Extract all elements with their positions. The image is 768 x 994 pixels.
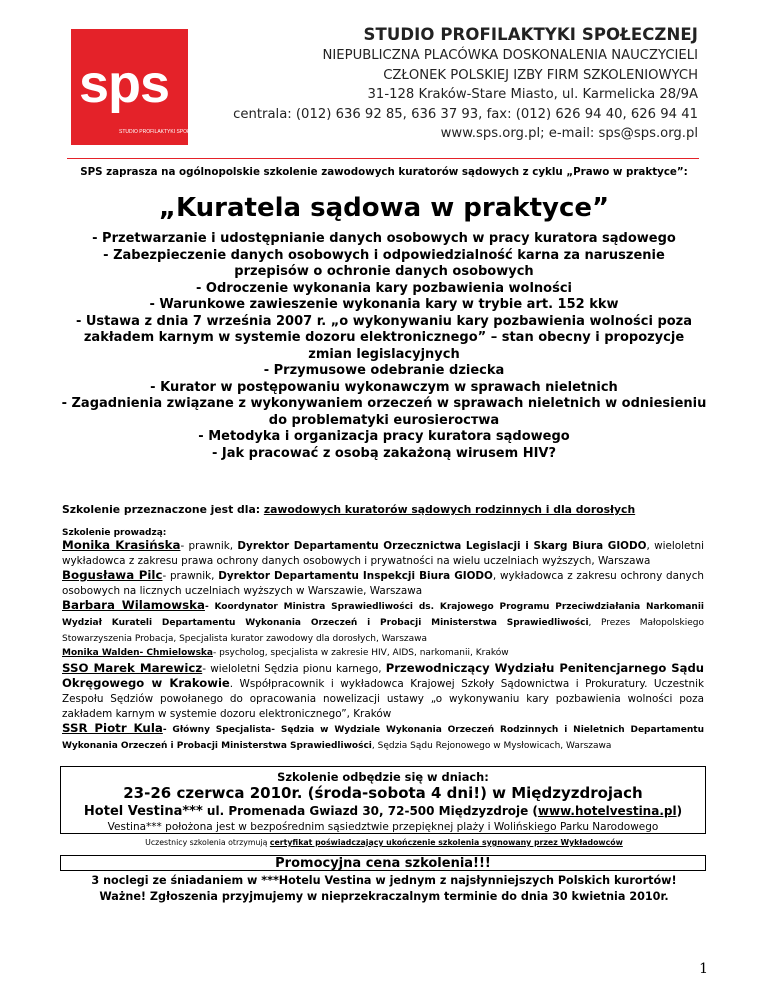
org-web: www.sps.org.pl; e-mail: sps@sps.org.pl	[440, 126, 698, 141]
lecturer-role: - Główny Specjalista- Sędzia w Wydziale Wykonania Orzeczeń Rodzinnych i Nieletnich Departamentu Wykonania Orzeczeń i Probacji Ministerstwa Sprawiedliwości	[62, 725, 704, 751]
topic-item: - Metodyka i organizacja pracy kuratora sądowego	[198, 429, 570, 444]
lecturer-text: - psycholog, specjalista w zakresie HIV, AIDS, narkomanii, Kraków	[213, 648, 509, 659]
certificate-text: Uczestnicy szkolenia otrzymują	[145, 838, 270, 847]
org-name: STUDIO PROFILAKTYKI SPOŁECZNEJ	[363, 25, 698, 44]
topic-item: - Zabezpieczenie danych osobowych i odpowiedzialność karna za naruszenie przepisów o ochronie danych osobowych	[103, 247, 665, 279]
dates-box	[60, 766, 706, 834]
audience-line	[62, 503, 704, 518]
hotel-link[interactable]: www.hotelvestina.pl	[537, 804, 677, 818]
document-title: „Kuratela sądowa w praktyce”	[158, 193, 610, 223]
lecturer	[62, 646, 704, 661]
hotel-line	[61, 803, 705, 820]
dates-heading: Szkolenie odbędzie się w dniach:	[277, 770, 489, 784]
sps-logo	[71, 29, 210, 145]
audience-value: zawodowych kuratorów sądowych rodzinnych i dla dorosłych	[263, 503, 636, 516]
certificate-highlight: certyfikat poświadczający ukończenie szkolenia sygnowany przez Wykładowców	[269, 838, 623, 847]
org-address: 31-128 Kraków-Stare Miasto, ul. Karmelicka 28/9A	[367, 87, 698, 102]
header-divider	[67, 158, 699, 159]
dates-value: 23-26 czerwca 2010r. (środa-sobota 4 dni!) w Międzyzdrojach	[123, 784, 643, 802]
audience-label: Szkolenie przeznaczone jest dla:	[62, 503, 261, 516]
topic-item: - Ustawa z dnia 7 września 2007 r. „o wykonywaniu kary pozbawienia wolności poza zakładem karnym w systemie dozoru elektronicznego” – stan obecny i propozycje zmian legislacyjnych	[75, 313, 693, 362]
lecturer	[62, 568, 704, 598]
presenters-label: Szkolenie prowadzą:	[62, 528, 167, 538]
promo-line-1: 3 noclegi ze śniadaniem w ***Hotelu Vestina w jednym z najsłynniejszych Polskich kurortów!	[91, 874, 677, 887]
promo-heading: Promocyjna cena szkolenia!!!	[275, 856, 491, 871]
lecturer-text: - wieloletni Sędzia pionu karnego,	[202, 662, 386, 675]
lecturer-name: SSO Marek Marewicz	[62, 660, 203, 675]
lecturer-name: Barbara Wilamowska	[62, 598, 205, 613]
logo-subtext: STUDIO PROFILAKTYKI SPOŁECZNEJ	[119, 129, 210, 135]
promo-heading-box	[60, 855, 706, 871]
topics-list	[0, 231, 768, 462]
hotel-name: Hotel Vestina***	[83, 804, 203, 819]
lecturer-name: Bogusława Pilc	[62, 568, 163, 583]
org-line-2: CZŁONEK POLSKIEJ IZBY FIRM SZKOLENIOWYCH	[383, 67, 698, 83]
lecturer-name: SSR Piotr Kula	[62, 721, 163, 736]
topic-item: - Jak pracować z osobą zakażoną wirusem HIV?	[211, 445, 557, 461]
logo-text: sps	[79, 54, 170, 114]
promo-details	[0, 873, 768, 905]
intro-text: SPS zaprasza na ogólnopolskie szkolenie zawodowych kuratorów sądowych z cyklu „Prawo w praktyce”:	[80, 166, 688, 178]
topic-item: - Kurator w postępowaniu wykonawczym w sprawach nieletnich	[150, 379, 618, 395]
page-number: 1	[699, 961, 708, 977]
hotel-address-end: )	[676, 804, 683, 818]
lecturer-role: Dyrektor Departamentu Inspekcji Biura GIODO	[218, 570, 493, 583]
topic-item: - Przetwarzanie i udostępnianie danych osobowych w pracy kuratora sądowego	[92, 231, 676, 246]
lecturer-text: , Prezes Małopolskiego Stowarzyszenia Probacja, Specjalista kurator zawodowy dla dorosłych, Warszawa	[62, 617, 704, 644]
org-line-1: NIEPUBLICZNA PLACÓWKA DOSKONALENIA NAUCZYCIELI	[322, 48, 698, 63]
lecturer-role: Przewodniczący Wydziału Penitencjarnego Sądu Okręgowego w Krakowie	[62, 660, 705, 691]
topic-item: - Zagadnienia związane z wykonywaniem orzeczeń w sprawach nieletnich w odniesieniu do problematyki eurosierocтwa	[61, 396, 707, 428]
lecturer-text: - prawnik,	[162, 570, 219, 583]
lecturer	[62, 661, 704, 721]
topic-item: - Przymusowe odebranie dziecka	[263, 363, 505, 378]
hotel-address: ul. Promenada Gwiazd 30, 72-500 Międzyzdroje (	[202, 804, 538, 818]
lecturer-text: . Współpracownik i wykładowca Krajowej Szkoły Sądownictwa i Prokuratury. Uczestnik Zespołu Sędziów powołanego do opracowania nowelizacji ustawy „o wykonywaniu kary pozbawienia wolności poza zakładem karnym w systemie dozoru elektronicznego”, Kraków	[62, 678, 704, 720]
topic-item: - Warunkowe zawieszenie wykonania kary w trybie art. 152 kkw	[149, 297, 619, 312]
lecturer-text: , wykładowca z zakresu ochrony danych osobowych na licznych uczelniach wyższych w Warszawie, Warszawa	[62, 570, 704, 597]
certificate-note	[0, 838, 768, 847]
lecturer-text: , wieloletni wykładowca z zakresu prawa ochrony danych osobowych i prywatności na wielu uczelniach wyższych, Warszawa	[62, 540, 704, 567]
lecturer	[62, 598, 704, 646]
lecturer-text: - prawnik,	[180, 540, 238, 552]
lecturers-list	[62, 538, 704, 753]
lecturer-text: , Sędzia Sądu Rejonowego w Mysłowicach, Warszawa	[371, 740, 612, 751]
topic-item: - Odroczenie wykonania kary pozbawienia wolności	[196, 280, 572, 296]
lecturer	[62, 538, 704, 568]
lecturer-role: - Koordynator Ministra Sprawiedliwości ds. Krajowego Programu Przeciwdziałania Narkomanii Wydział Kurateli Departamentu Wykonania Orzeczeń i Probacji Ministerstwa Sprawiedliwości	[62, 602, 704, 628]
lecturer-name: Monika Krasińska	[62, 538, 181, 552]
letterhead	[233, 24, 698, 144]
promo-line-2: Ważne! Zgłoszenia przyjmujemy w nieprzekraczalnym terminie do dnia 30 kwietnia 2010r.	[99, 890, 669, 903]
lecturer	[62, 721, 704, 753]
hotel-note: Vestina*** położona jest w bezpośrednim sąsiedztwie przepięknej plaży i Wolińskiego Parku Narodowego	[107, 821, 659, 833]
org-phones: centrala: (012) 636 92 85, 636 37 93, fax: (012) 626 94 40, 626 94 41	[233, 106, 698, 122]
lecturer-name: Monika Walden- Chmielowska	[62, 648, 213, 659]
lecturer-role: Dyrektor Departamentu Orzecznictwa Legislacji i Skarg Biura GIODO	[237, 540, 647, 552]
